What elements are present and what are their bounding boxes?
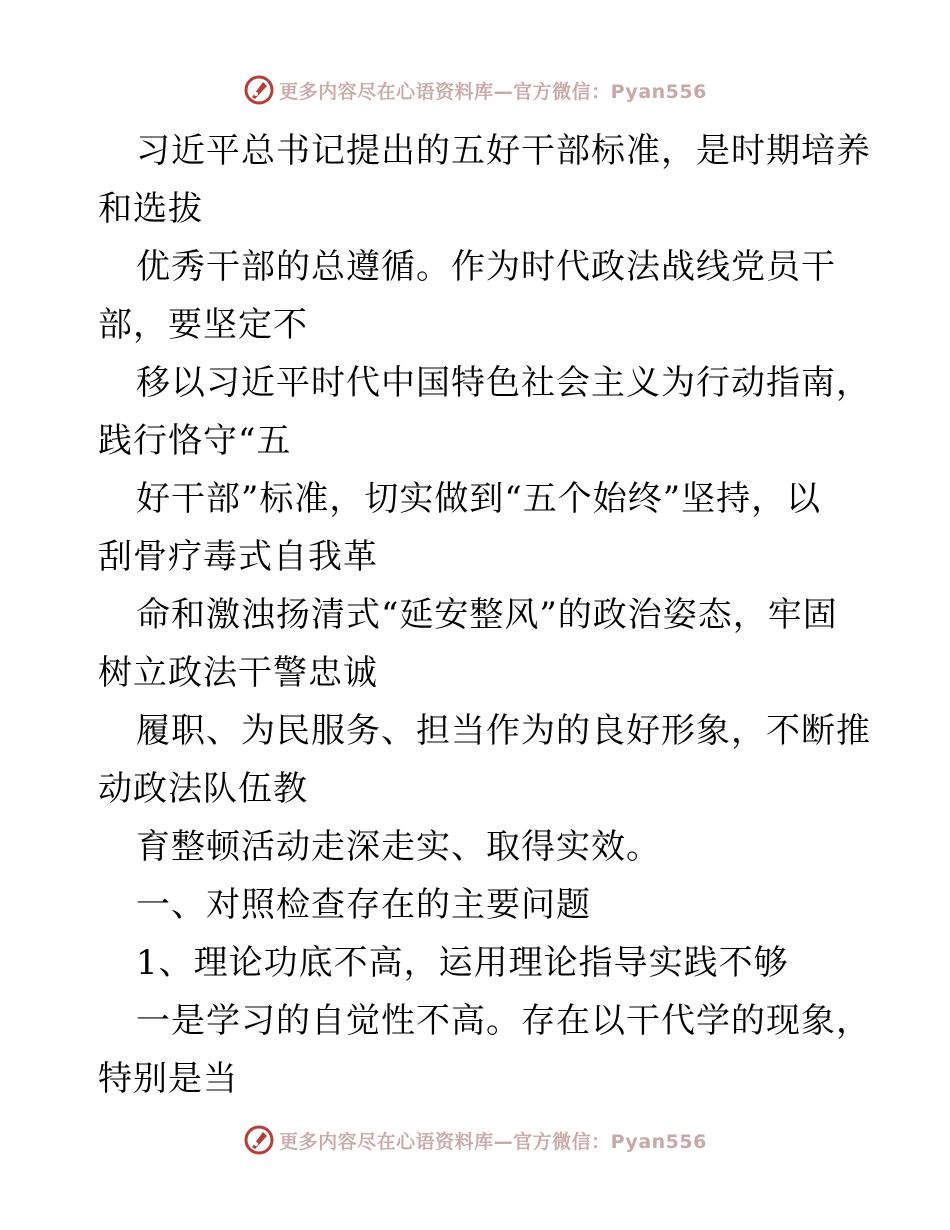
text-line: 和选拔 [98,189,203,229]
text-line: 一是学习的自觉性不高。存在以干代学的现象， [136,1001,871,1041]
header-banner [0,70,950,110]
pen-nib-logo-icon [243,74,275,106]
text-line: 履职、为民服务、担当作为的良好形象，不断推 [136,711,871,751]
text-line: 好干部”标准，切实做到“五个始终”坚持，以 [136,479,822,519]
text-line: 育整顿活动走深走实、取得实效。 [136,827,661,867]
text-line: 刮骨疗毒式自我革 [98,537,378,577]
text-line: 移以习近平时代中国特色社会主义为行动指南， [136,363,871,403]
document-body [98,122,871,1108]
pen-nib-logo-icon [243,1124,275,1156]
section-heading: 一、对照检查存在的主要问题 [136,885,591,925]
text-line: 优秀干部的总遵循。作为时代政法战线党员干 [136,247,836,287]
text-line: 动政法队伍教 [98,769,308,809]
text-line: 树立政法干警忠诚 [98,653,378,693]
text-line: 践行恪守“五 [98,421,292,461]
subsection-heading: 1、理论功底不高，运用理论指导实践不够 [136,943,789,983]
text-line: 部，要坚定不 [98,305,308,345]
text-line: 命和激浊扬清式“延安整风”的政治姿态，牢固 [136,595,838,635]
text-line: 习近平总书记提出的五好干部标准，是时期培养 [136,131,871,171]
header-banner-text: 更多内容尽在心语资料库—官方微信：Pyan556 [279,80,707,103]
footer-banner [0,1120,950,1160]
text-line: 特别是当 [98,1059,238,1099]
footer-banner-text: 更多内容尽在心语资料库—官方微信：Pyan556 [279,1130,707,1153]
